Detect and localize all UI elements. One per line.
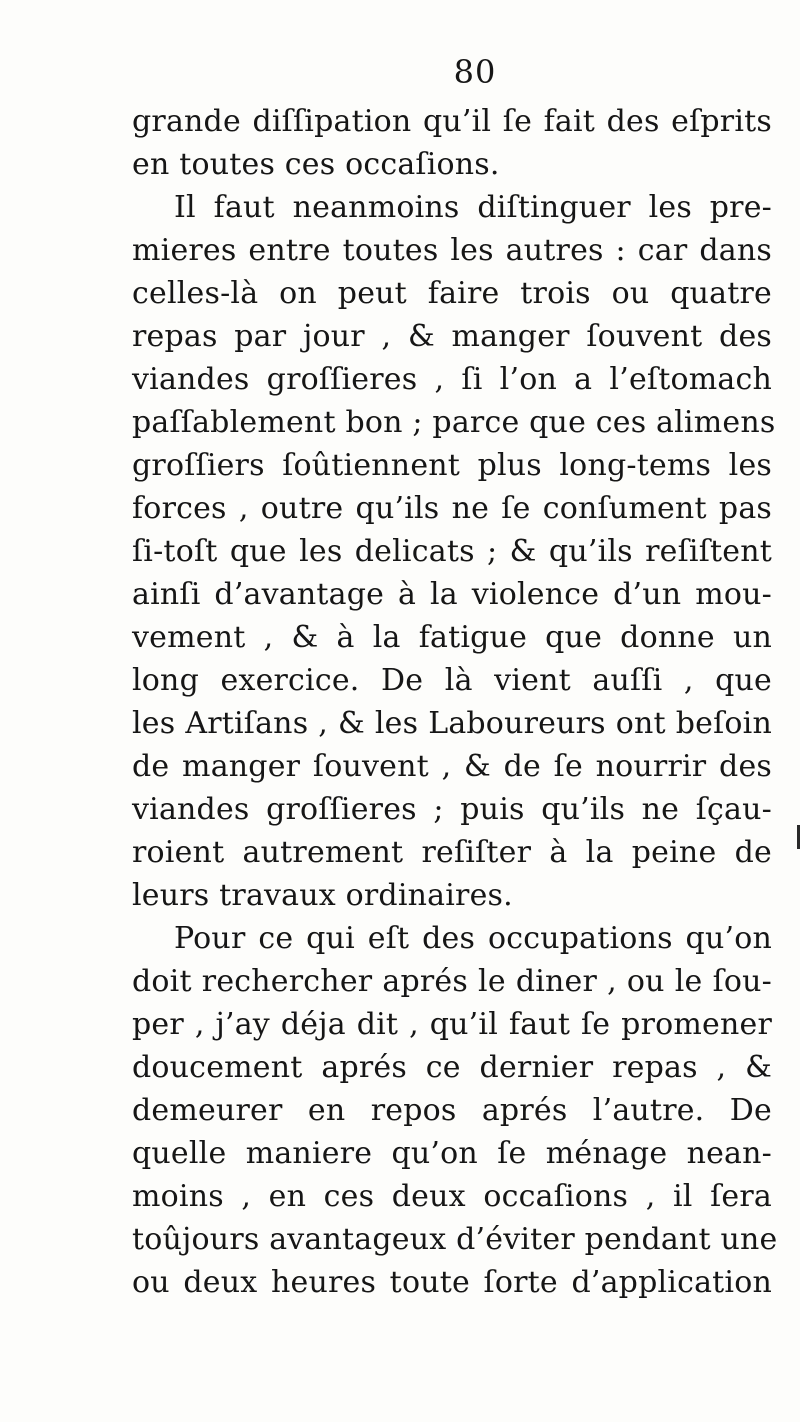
text-line-4: mieres entre toutes les autres : car dans (132, 233, 772, 268)
text-line-8: paſſablement bon ; parce que ces alimens (132, 405, 776, 440)
text-line-1: grande diſſipation qu’il ſe fait des eſprits (132, 104, 772, 139)
text-line-5: celles-là on peut faire trois ou quatre (132, 276, 772, 311)
text-line-22: per , j’ay déja dit , qu’il faut ſe promener (132, 1007, 772, 1042)
text-line-23: doucement aprés ce dernier repas , & (132, 1050, 772, 1085)
text-line-27: toûjours avantageux d’éviter pendant une (132, 1222, 778, 1257)
text-line-13: vement , & à la fatigue que donne un (132, 620, 772, 655)
body-text (132, 100, 778, 1304)
text-line-2: en toutes ces occaſions. (132, 147, 500, 182)
text-line-28: ou deux heures toute ſorte d’application (132, 1265, 772, 1300)
text-line-3: Il faut neanmoins diſtinguer les pre- (174, 190, 772, 225)
text-line-19: leurs travaux ordinaires. (132, 878, 513, 913)
text-line-21: doit rechercher aprés le diner , ou le ſou- (132, 964, 772, 999)
text-line-26: moins , en ces deux occaſions , il ſera (132, 1179, 772, 1214)
text-line-12: ainſi d’avantage à la violence d’un mou- (132, 577, 772, 612)
text-line-7: viandes groſſieres , ſi l’on a l’eſtomach (132, 362, 772, 397)
text-line-6: repas par jour , & manger ſouvent des (132, 319, 772, 354)
page-number: 80 (453, 53, 497, 91)
text-line-24: demeurer en repos aprés l’autre. De (132, 1093, 772, 1128)
text-line-20: Pour ce qui eſt des occupations qu’on (174, 921, 772, 956)
text-line-16: de manger ſouvent , & de ſe nourrir des (132, 749, 772, 784)
text-line-17: viandes groſſieres ; puis qu’ils ne ſçau- (132, 792, 772, 827)
text-line-10: forces , outre qu’ils ne ſe conſument pas (132, 491, 772, 526)
text-line-18: roient autrement reſiſter à la peine de (132, 835, 772, 870)
text-line-25: quelle maniere qu’on ſe ménage nean- (132, 1136, 772, 1171)
text-line-15: les Artiſans , & les Laboureurs ont beſoin (132, 706, 772, 741)
text-line-9: groſſiers ſoûtiennent plus long-tems les (132, 448, 772, 483)
text-line-14: long exercice. De là vient auſſi , que (132, 663, 772, 698)
text-line-11: ſi-toſt que les delicats ; & qu’ils reſiſtent (132, 534, 772, 569)
